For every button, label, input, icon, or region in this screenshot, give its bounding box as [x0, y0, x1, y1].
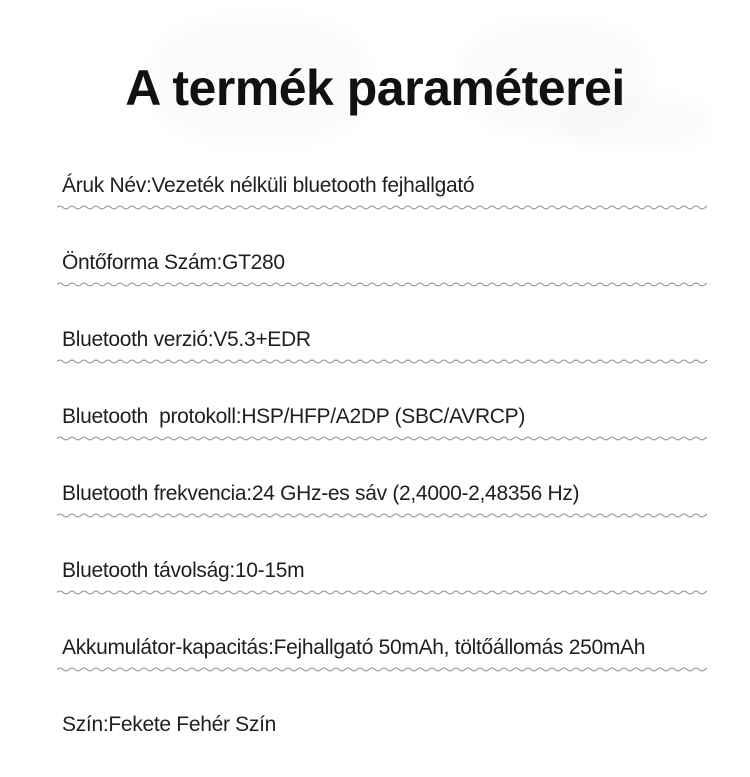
- spec-row-battery-capacity: [57, 593, 707, 670]
- spec-row-bluetooth-version: [57, 285, 707, 362]
- spec-text: Bluetooth verzió:V5.3+EDR: [62, 328, 311, 351]
- spec-row-color: [57, 670, 707, 747]
- spec-text: Szín:Fekete Fehér Szín: [62, 713, 277, 736]
- spec-text: Bluetooth frekvencia:24 GHz-es sáv (2,4000-2,48356 Hz): [62, 482, 580, 505]
- spec-row-bluetooth-range: [57, 516, 707, 593]
- spec-row-bluetooth-protocol: [57, 362, 707, 439]
- spec-text: Áruk Név:Vezeték nélküli bluetooth fejhallgató: [62, 174, 475, 197]
- page-title: A termék paraméterei: [125, 60, 625, 116]
- spec-list: [57, 131, 707, 747]
- spec-text: Akkumulátor-kapacitás:Fejhallgató 50mAh, töltőállomás 250mAh: [62, 636, 646, 659]
- spec-text: Öntőforma Szám:GT280: [62, 251, 285, 274]
- spec-row-product-name: [57, 131, 707, 208]
- spec-text: Bluetooth protokoll:HSP/HFP/A2DP (SBC/AVRCP): [62, 405, 526, 428]
- spec-row-bluetooth-frequency: [57, 439, 707, 516]
- spec-text: Bluetooth távolság:10-15m: [62, 559, 305, 582]
- spec-row-mold-number: [57, 208, 707, 285]
